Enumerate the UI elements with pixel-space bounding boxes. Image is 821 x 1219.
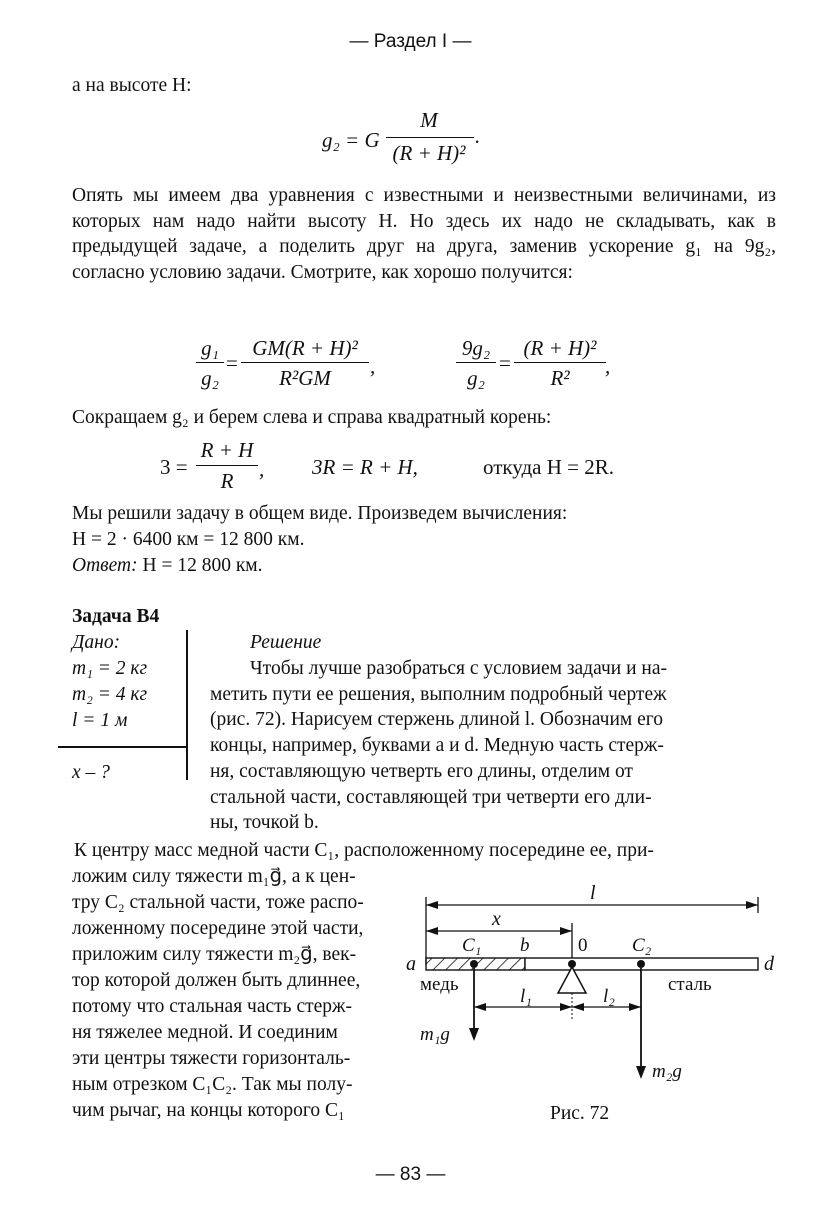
para4-line: ня тяжелее медной. И соединим bbox=[72, 1022, 338, 1043]
answer-label: Ответ: bbox=[72, 555, 138, 576]
answer-value: H = 12 800 км. bbox=[142, 555, 263, 576]
solution-line: ны, точкой b. bbox=[210, 812, 319, 834]
eq2-equals-1: = bbox=[226, 351, 238, 375]
label-x: x bbox=[492, 908, 501, 930]
eq3-bar bbox=[196, 465, 258, 466]
para4-line: ложим силу тяжести m₁g⃗, а к цен- bbox=[72, 866, 356, 887]
eq2-end: , bbox=[605, 354, 611, 378]
para4-line: тру C₂ стальной части, тоже распо- bbox=[72, 892, 364, 913]
label-d: d bbox=[764, 953, 774, 975]
eq3-comma: , bbox=[259, 457, 265, 481]
eq2-b-bar bbox=[241, 362, 369, 363]
solution-line: (рис. 72). Нарисуем стержень длиной l. Обозначим его bbox=[210, 709, 664, 731]
eq2-equals-2: = bbox=[499, 351, 511, 375]
para4-line: ложенному посередине этой части, bbox=[72, 918, 364, 939]
arm-l2-arrow-left bbox=[572, 1003, 584, 1011]
eq2-a-den: g₂ bbox=[201, 366, 219, 390]
figure-72-lever bbox=[400, 875, 800, 1100]
intro-line: а на высоте H: bbox=[72, 75, 192, 96]
given-label: Дано: bbox=[72, 632, 121, 653]
para4-line: потому что стальная часть стерж- bbox=[72, 996, 352, 1017]
dim-l-arrow-left bbox=[426, 901, 438, 909]
task-title: Задача B4 bbox=[72, 606, 160, 627]
solution-line: ня, составляющую четверть его длины, отделим от bbox=[210, 760, 633, 782]
given-m1: m₁ = 2 кг bbox=[72, 658, 148, 679]
paragraph-2: Сокращаем g₂ и берем слева и справа квадратный корень: bbox=[72, 407, 552, 428]
label-o: 0 bbox=[578, 935, 588, 956]
given-l: l = 1 м bbox=[72, 710, 128, 731]
para4-line: чим рычаг, на концы которого C₁ bbox=[72, 1100, 345, 1121]
paragraph-4-first: К центру масс медной части C₁, расположенному посередине ее, при- bbox=[74, 840, 654, 861]
calculation: H = 2 · 6400 км = 12 800 км. bbox=[72, 529, 305, 550]
solution-line: концы, например, буквами a и d. Медную часть стерж- bbox=[210, 735, 664, 757]
label-l: l bbox=[590, 882, 596, 904]
eq3-den: R bbox=[220, 469, 234, 493]
solution-text bbox=[210, 656, 776, 836]
page-number: — 83 — bbox=[375, 1164, 446, 1185]
eq3-right: откуда H = 2R. bbox=[483, 455, 615, 479]
eq3-lhs: 3 = bbox=[160, 455, 188, 479]
eq2-b-num: GM(R + H)² bbox=[252, 336, 358, 360]
solution-label: Решение bbox=[250, 632, 322, 653]
given-vertical-rule bbox=[186, 630, 188, 780]
dim-l-arrow-right bbox=[746, 901, 758, 909]
label-a: a bbox=[406, 953, 416, 975]
running-header: — Раздел I — bbox=[349, 31, 472, 52]
label-b: b bbox=[520, 935, 530, 956]
paragraph-1: Опять мы имеем два уравнения с известными и неизвестными величинами, из которых нам надо найти высоту H. Но здесь их надо не складывать, как в предыдущей задаче, а поделить друг на друга, заменив ускорение g₁ на 9g₂, согласно условию задачи. Смотрите, как хорошо получится: bbox=[72, 185, 776, 283]
fulcrum-triangle bbox=[558, 967, 586, 993]
eq2-a-num: g₁ bbox=[201, 336, 219, 360]
paragraph-3: Мы решили задачу в общем виде. Произведем вычисления: bbox=[72, 503, 568, 524]
eq2-c-num: 9g₂ bbox=[461, 336, 491, 360]
force-m1g-arrowhead bbox=[469, 1028, 479, 1041]
label-l2: l₂ bbox=[603, 986, 615, 1007]
para4-line: приложим силу тяжести m₂g⃗, век- bbox=[72, 944, 357, 965]
eq2-sep: , bbox=[370, 354, 376, 378]
answer bbox=[72, 553, 263, 578]
label-m1g: m₁g⃗ bbox=[420, 1024, 465, 1045]
center-c2-dot bbox=[637, 960, 645, 968]
eq1-denominator: (R + H)² bbox=[392, 141, 466, 165]
para4-line: эти центры тяжести горизонталь- bbox=[72, 1048, 351, 1069]
eq1-fraction-bar bbox=[386, 137, 474, 138]
arm-l1-arrow-right bbox=[560, 1003, 572, 1011]
label-steel: сталь bbox=[668, 974, 712, 995]
given-m2: m₂ = 4 кг bbox=[72, 684, 148, 705]
figure-caption: Рис. 72 bbox=[550, 1103, 610, 1124]
para4-line: ным отрезком C₁C₂. Так мы полу- bbox=[72, 1074, 353, 1095]
solution-line: метить пути ее решения, выполним подробный чертеж bbox=[210, 683, 667, 705]
eq2-d-den: R² bbox=[550, 366, 570, 390]
arm-l2-arrow-right bbox=[629, 1003, 641, 1011]
eq2-c-bar bbox=[456, 362, 496, 363]
label-copper: медь bbox=[420, 974, 459, 995]
solution-line: Чтобы лучше разобраться с условием задачи и на- bbox=[250, 658, 667, 679]
eq2-b-den: R²GM bbox=[279, 366, 331, 390]
center-c1-dot bbox=[470, 960, 478, 968]
force-m2g-arrowhead bbox=[636, 1066, 646, 1079]
find-x: x – ? bbox=[72, 762, 110, 783]
eq1-period: . bbox=[475, 124, 481, 148]
eq2-d-num: (R + H)² bbox=[523, 336, 597, 360]
eq1-lhs: g₂ = G bbox=[322, 128, 380, 152]
para4-line: тор которой должен быть длиннее, bbox=[72, 970, 361, 991]
solution-line: стальной части, составляющей три четверти его дли- bbox=[210, 786, 652, 808]
arm-l1-arrow-left bbox=[474, 1003, 486, 1011]
label-c1: C₁ bbox=[462, 935, 482, 956]
paragraph-4-column bbox=[72, 864, 392, 1124]
dim-x-arrow-right bbox=[560, 927, 572, 935]
label-m2g: m₂g⃗ bbox=[652, 1061, 697, 1082]
label-c2: C₂ bbox=[632, 935, 652, 956]
eq1-numerator: M bbox=[420, 108, 438, 132]
eq3-mid: 3R = R + H, bbox=[312, 455, 418, 479]
eq2-a-bar bbox=[196, 362, 224, 363]
label-l1: l₁ bbox=[520, 986, 532, 1007]
eq2-c-den: g₂ bbox=[467, 366, 485, 390]
eq3-num: R + H bbox=[200, 438, 254, 462]
eq2-d-bar bbox=[514, 362, 606, 363]
dim-x-arrow-left bbox=[426, 927, 438, 935]
given-divider bbox=[58, 746, 186, 748]
